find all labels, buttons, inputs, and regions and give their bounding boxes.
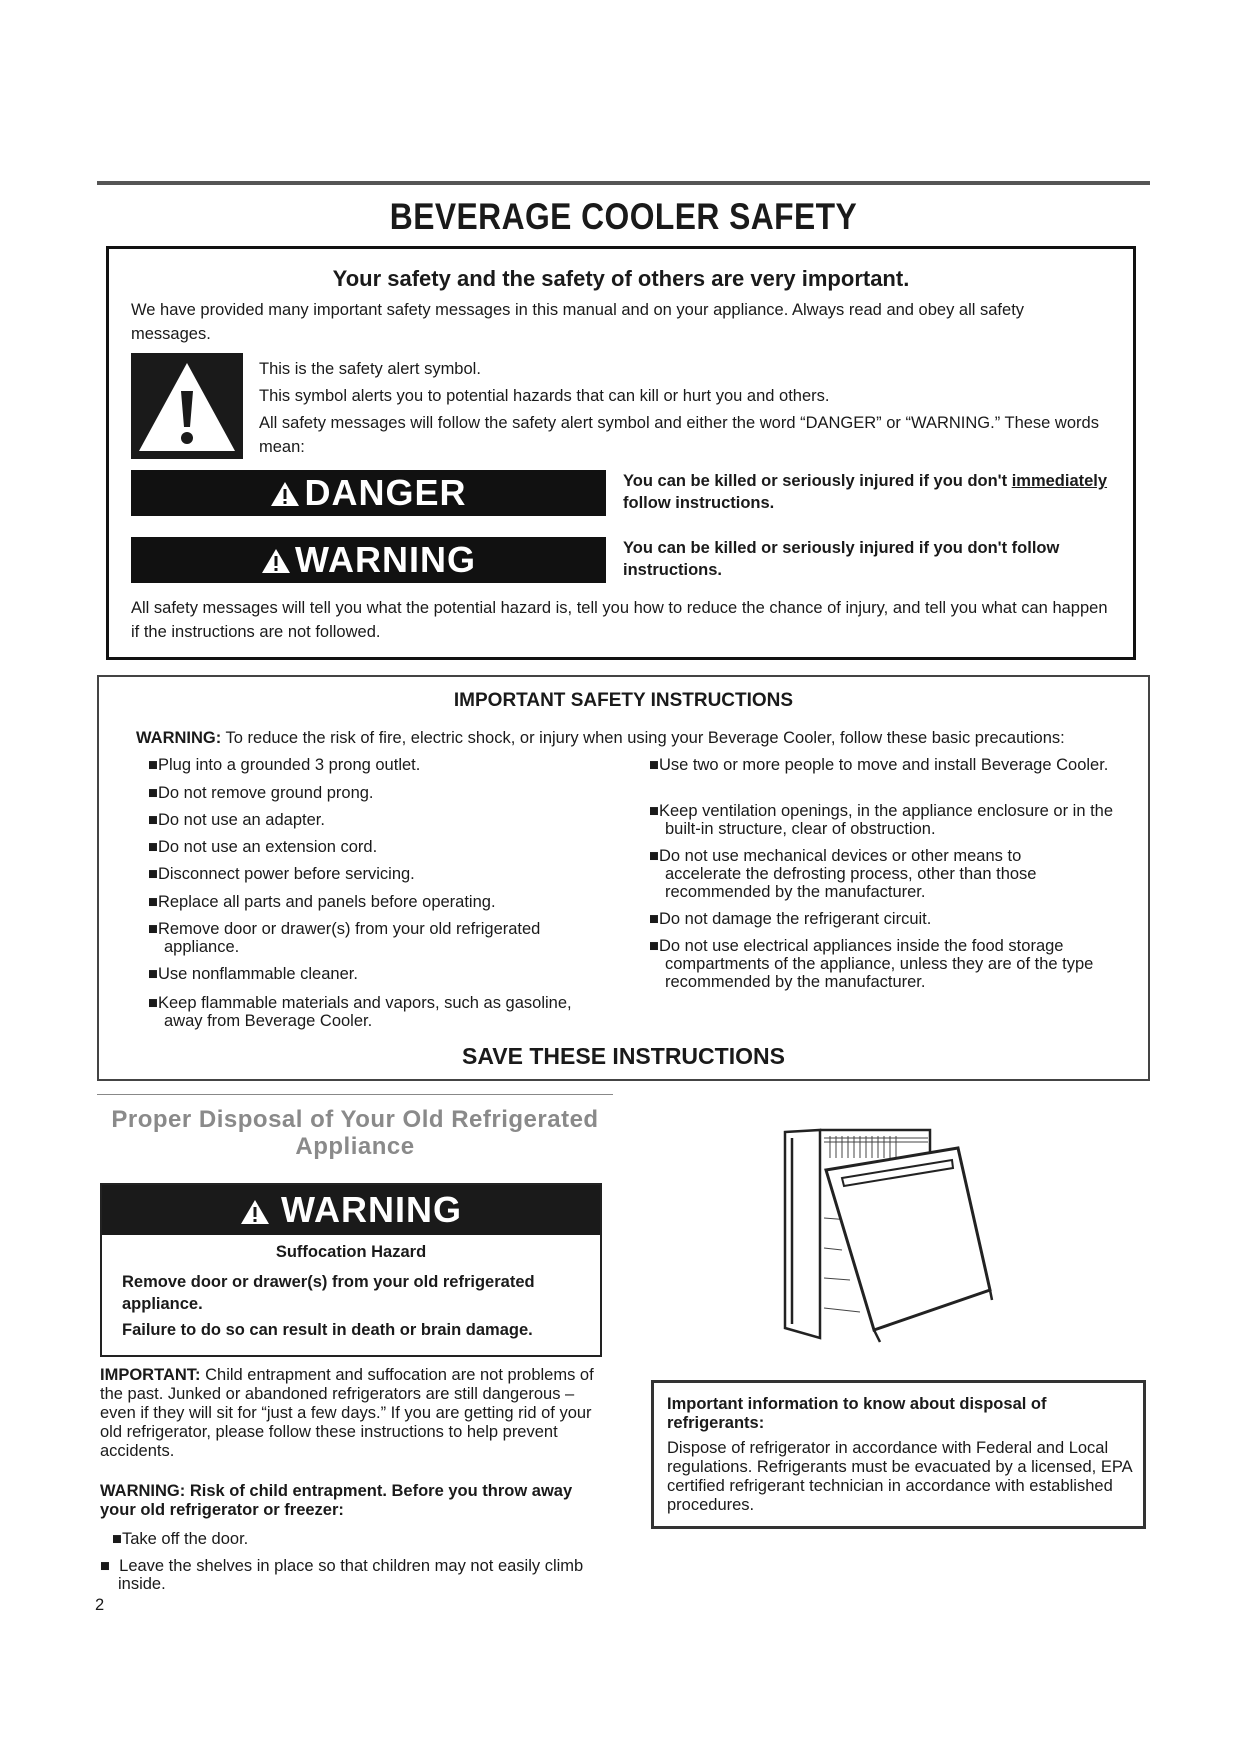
alert-line: All safety messages will follow the safety alert symbol and either the word “DANGER” or “WARNING.” These words mean: — [259, 414, 1099, 456]
warning-label: WARNING — [295, 539, 476, 580]
alert-line: This symbol alerts you to potential hazards that can kill or hurt you and others. — [259, 387, 830, 405]
list-item: ■Do not remove ground prong. — [148, 784, 374, 802]
warning-triangle-icon — [270, 472, 300, 518]
safety-intro-box — [106, 246, 1136, 660]
alert-explanation — [259, 357, 1099, 462]
list-item: ■Do not use mechanical devices or other means to accelerate the defrosting process, other than those recommended by the manufacturer. — [649, 847, 1037, 901]
warning-label: WARNING — [281, 1189, 462, 1230]
top-rule — [97, 181, 1150, 185]
warning-banner — [131, 537, 606, 583]
instructions-heading: IMPORTANT SAFETY INSTRUCTIONS — [453, 690, 794, 711]
warning-triangle-icon — [261, 539, 291, 585]
list-item: ■Do not use electrical appliances inside the food storage compartments of the appliance, unless they are of the type recommended by the manufacturer. — [649, 937, 1094, 991]
refrigerant-title: Important information to know about disposal of refrigerants: — [667, 1395, 1047, 1432]
refrigerant-text: Dispose of refrigerator in accordance with Federal and Local regulations. Refrigerants must be evacuated by a licensed, EPA certified refrigerant technician in accordance with established procedures. — [667, 1439, 1132, 1514]
item-text: Leave the shelves in place so that children may not easily climb inside. — [118, 1557, 584, 1593]
disposal-title-line: Proper Disposal of Your Old Refrigerated — [111, 1106, 599, 1133]
warning-text: You can be killed or seriously injured if you don't follow instructions. — [623, 539, 1060, 579]
safety-outro: All safety messages will tell you what the potential hazard is, tell you how to reduce the chance of injury, and tell you what can happen if the instructions are not followed. — [131, 599, 1108, 641]
instructions-box — [97, 675, 1150, 1081]
item-text: Plug into a grounded 3 prong outlet. — [157, 756, 421, 774]
hazard-consequence: Failure to do so can result in death or brain damage. — [122, 1321, 533, 1339]
list-item: ■Replace all parts and panels before operating. — [148, 893, 496, 911]
danger-text-part: You can be killed or seriously injured if you don't — [623, 472, 1012, 490]
item-text: Do not use electrical appliances inside the food storage compartments of the appliance, unless they are of the type recommended by the manufacturer. — [658, 937, 1094, 991]
item-text: Use two or more people to move and install Beverage Cooler. — [658, 756, 1109, 774]
danger-banner — [131, 470, 606, 516]
item-text: Remove door or drawer(s) from your old refrigerated appliance. — [157, 920, 541, 956]
list-item: ■Do not use an adapter. — [148, 811, 325, 829]
suffocation-warning-box — [100, 1183, 602, 1357]
item-text: Take off the door. — [121, 1530, 249, 1548]
save-instructions: SAVE THESE INSTRUCTIONS — [462, 1043, 785, 1069]
refrigerator-illustration — [780, 1128, 1010, 1350]
disposal-title-line: Appliance — [295, 1133, 415, 1160]
list-item: ■ Leave the shelves in place so that children may not easily climb inside. — [100, 1557, 584, 1593]
list-item: ■Keep ventilation openings, in the appliance enclosure or in the built-in structure, clear of obstruction. — [649, 802, 1114, 838]
item-text: Keep ventilation openings, in the appliance enclosure or in the built-in structure, clear of obstruction. — [658, 802, 1114, 838]
important-text: Child entrapment and suffocation are not problems of the past. Junked or abandoned refrigerators are still dangerous – even if they will sit for “just a few days.” If you are getting rid of your old refrigerator, please follow these instructions to help prevent accidents. — [100, 1366, 594, 1460]
list-item: ■Do not damage the refrigerant circuit. — [649, 910, 932, 928]
safety-intro: We have provided many important safety messages in this manual and on your appliance. Always read and obey all safety messages. — [131, 301, 1025, 343]
instructions-warning — [136, 729, 1136, 748]
refrigerant-info-box — [651, 1380, 1146, 1529]
hazard-instruction: Remove door or drawer(s) from your old refrigerated appliance. — [122, 1273, 535, 1313]
item-text: Keep flammable materials and vapors, such as gasoline, away from Beverage Cooler. — [157, 994, 572, 1030]
important-label: IMPORTANT: — [100, 1366, 201, 1384]
page-title: BEVERAGE COOLER SAFETY — [389, 196, 858, 237]
item-text: Use nonflammable cleaner. — [157, 965, 358, 983]
entrapment-warning: WARNING: Risk of child entrapment. Before you throw away your old refrigerator or freezer: — [100, 1482, 573, 1519]
danger-label: DANGER — [304, 472, 467, 513]
important-paragraph — [100, 1366, 610, 1461]
item-text: Disconnect power before servicing. — [157, 865, 415, 883]
warning-text: To reduce the risk of fire, electric shock, or injury when using your Beverage Cooler, follow these basic precautions: — [221, 729, 1065, 747]
list-item: ■Use two or more people to move and install Beverage Cooler. — [649, 756, 1109, 774]
warning-label: WARNING: — [136, 729, 222, 747]
safety-heading: Your safety and the safety of others are very important. — [332, 266, 910, 291]
list-item: ■Disconnect power before servicing. — [148, 865, 415, 883]
item-text: Do not remove ground prong. — [157, 784, 374, 802]
list-item: ■Take off the door. — [112, 1530, 249, 1548]
warning-banner — [102, 1185, 600, 1235]
item-text: Do not damage the refrigerant circuit. — [658, 910, 932, 928]
section-rule — [97, 1094, 613, 1095]
disposal-title — [97, 1106, 613, 1160]
list-item: ■Plug into a grounded 3 prong outlet. — [148, 756, 421, 774]
item-text: Do not use mechanical devices or other means to accelerate the defrosting process, other than those recommended by the manufacturer. — [658, 847, 1037, 901]
item-text: Replace all parts and panels before operating. — [157, 893, 496, 911]
danger-text-emphasis: immediately — [1011, 472, 1108, 490]
item-text: Do not use an extension cord. — [157, 838, 378, 856]
alert-line: This is the safety alert symbol. — [259, 360, 481, 378]
hazard-name: Suffocation Hazard — [275, 1243, 427, 1261]
page-number: 2 — [95, 1596, 105, 1614]
danger-text — [623, 470, 1123, 514]
list-item: ■Keep flammable materials and vapors, such as gasoline, away from Beverage Cooler. — [148, 994, 572, 1030]
warning-triangle-icon — [240, 1189, 281, 1230]
safety-alert-icon — [131, 353, 243, 459]
item-text: Do not use an adapter. — [157, 811, 325, 829]
list-item: ■Remove door or drawer(s) from your old refrigerated appliance. — [148, 920, 541, 956]
list-item: ■Use nonflammable cleaner. — [148, 965, 358, 983]
list-item: ■Do not use an extension cord. — [148, 838, 378, 856]
danger-text-part: follow instructions. — [623, 494, 775, 512]
